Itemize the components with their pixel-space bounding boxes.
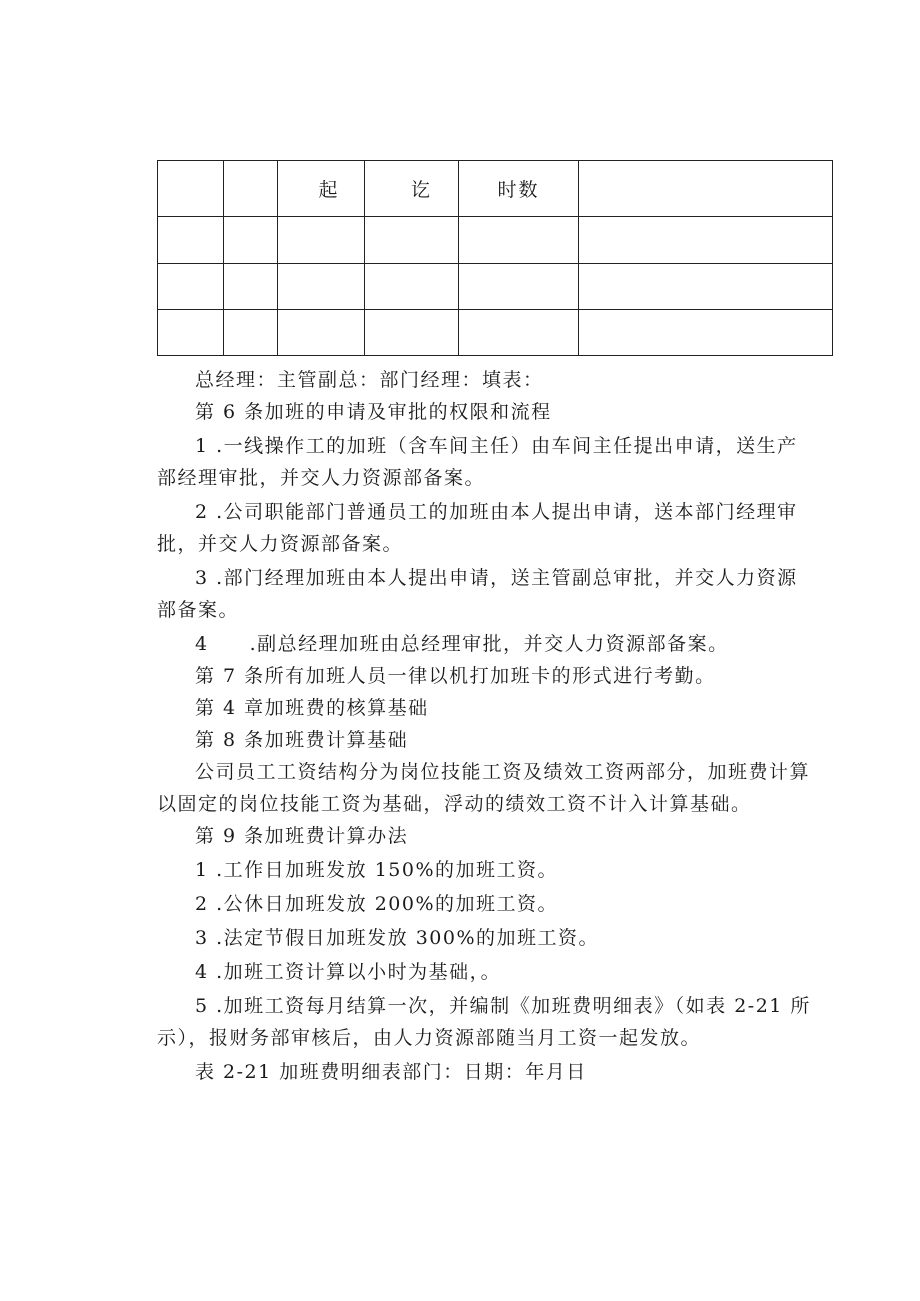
- table-cell: [579, 217, 833, 263]
- table-cell: [579, 309, 833, 355]
- table-cell: [158, 309, 224, 355]
- table-row: [158, 309, 833, 355]
- table-cell: [459, 263, 579, 309]
- table-cell: [278, 263, 365, 309]
- table-2-21-caption: 表 2-21 加班费明细表部门：日期：年月日: [195, 1061, 587, 1083]
- article-7: 第 7 条所有加班人员一律以机打加班卡的形式进行考勤。: [195, 665, 716, 687]
- article-8-title: 第 8 条加班费计算基础: [195, 729, 409, 751]
- article-9-item-1: 1 .工作日加班发放 150%的加班工资。: [195, 859, 559, 881]
- article-6-item-3: 3 .部门经理加班由本人提出申请，送主管副总审批，并交人力资源部备案。: [157, 567, 798, 621]
- table-cell: [278, 217, 365, 263]
- header-hours: 时数: [497, 179, 540, 202]
- table-cell: [459, 217, 579, 263]
- header-start: 起: [318, 179, 338, 202]
- article-6-title: 第 6 条加班的申请及审批的权限和流程: [195, 401, 552, 423]
- article-9-item-2: 2 .公休日加班发放 200%的加班工资。: [195, 893, 559, 915]
- table-header-row: [158, 161, 833, 217]
- article-6-item-1: 1 .一线操作工的加班（含车间主任）由车间主任提出申请，送生产部经理审批，并交人力资源部备案。: [157, 435, 798, 489]
- header-end: 讫: [410, 179, 430, 202]
- article-8-body: 公司员工工资结构分为岗位技能工资及绩效工资两部分，加班费计算以固定的岗位技能工资为基础，浮动的绩效工资不计入计算基础。: [157, 761, 811, 815]
- table-row: [158, 263, 833, 309]
- table-cell: [158, 217, 224, 263]
- table-cell: [224, 309, 278, 355]
- header-start-cell: [278, 161, 365, 217]
- document-body: [157, 364, 817, 1088]
- table-cell: [224, 217, 278, 263]
- article-6-item-2: 2 .公司职能部门普通员工的加班由本人提出申请，送本部门经理审批，并交人力资源部备案。: [157, 501, 798, 555]
- header-hours-cell: [459, 161, 579, 217]
- signoff-line: 总经理：主管副总：部门经理：填表：: [195, 369, 544, 391]
- table-cell: [579, 161, 833, 217]
- chapter-4-title: 第 4 章加班费的核算基础: [195, 697, 429, 719]
- table-cell: [365, 309, 459, 355]
- article-9-title: 第 9 条加班费计算办法: [195, 825, 409, 847]
- overtime-record-table: [157, 160, 833, 356]
- table-cell: [278, 309, 365, 355]
- header-end-cell: [365, 161, 459, 217]
- table-cell: [224, 263, 278, 309]
- article-9-item-5: 5 .加班工资每月结算一次，并编制《加班费明细表》（如表 2-21 所示），报财务部审核后，由人力资源部随当月工资一起发放。: [157, 995, 811, 1049]
- table-cell: [158, 161, 224, 217]
- table-cell: [365, 217, 459, 263]
- table-cell: [365, 263, 459, 309]
- article-9-item-4: 4 .加班工资计算以小时为基础，。: [195, 961, 502, 983]
- table-cell: [224, 161, 278, 217]
- table-cell: [158, 263, 224, 309]
- article-6-item-4: 4 .副总经理加班由总经理审批，并交人力资源部备案。: [195, 633, 729, 655]
- table-cell: [459, 309, 579, 355]
- article-9-item-3: 3 .法定节假日加班发放 300%的加班工资。: [195, 927, 600, 949]
- table-row: [158, 217, 833, 263]
- table-cell: [579, 263, 833, 309]
